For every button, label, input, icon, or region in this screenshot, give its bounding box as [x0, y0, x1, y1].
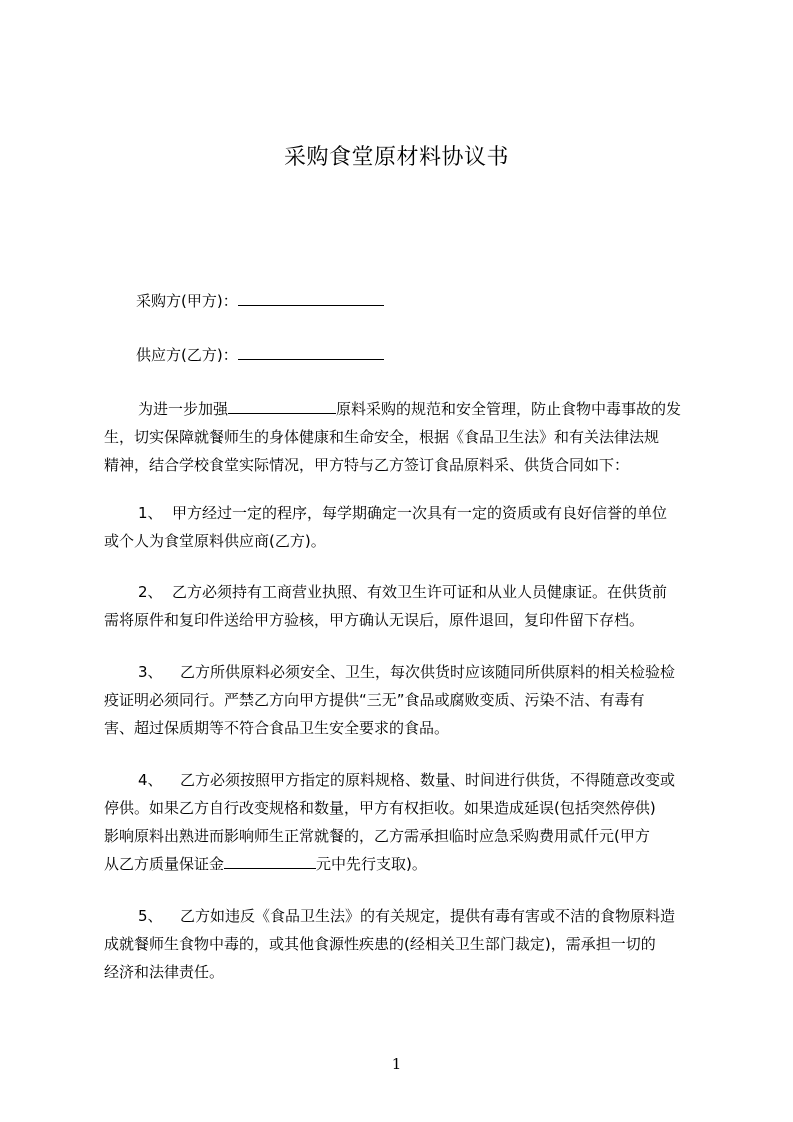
clause-3-line-3: 害、超过保质期等不符合食品卫生安全要求的食品。: [104, 719, 450, 737]
clause-4-line-4-a: 从乙方质量保证金: [104, 855, 225, 873]
clause-2-line-2: 需将原件和复印件送给甲方验核，甲方确认无误后，原件退回，复印件留下存档。: [104, 611, 645, 629]
clause-3-number: 3、: [138, 663, 163, 681]
clause-1-line-1: 甲方经过一定的程序，每学期确定一次具有一定的资质或有良好信誉的单位: [172, 504, 668, 522]
supplier-line: [136, 344, 384, 365]
clause-4-line-4-b: 元中先行支取)。: [316, 855, 427, 873]
intro-line3: 精神，结合学校食堂实际情况，甲方特与乙方签订食品原料采、供货合同如下：: [104, 456, 630, 474]
clause-2: [104, 578, 716, 634]
clause-1: [104, 499, 716, 555]
intro-line2: 生，切实保障就餐师生的身体健康和生命安全，根据《食品卫生法》和有关法律法规: [104, 428, 660, 446]
clause-2-line-1: 乙方必须持有工商营业执照、有效卫生许可证和从业人员健康证。在供货前: [172, 583, 668, 601]
intro-blank: [228, 399, 336, 414]
clause-4: [104, 766, 716, 878]
clause-4-line-2: 停供。如果乙方自行改变规格和数量，甲方有权拒收。如果造成延误(包括突然停供): [104, 799, 656, 817]
intro-paragraph: [104, 395, 716, 479]
clause-3-line-1: 乙方所供原料必须安全、卫生，每次供货时应该随同所供原料的相关检验检: [180, 663, 676, 681]
buyer-line: [136, 290, 384, 311]
buyer-label: 采购方(甲方)：: [136, 292, 238, 310]
clause-3: [104, 658, 716, 742]
clause-5-line-1: 乙方如违反《食品卫生法》的有关规定，提供有毒有害或不洁的食物原料造: [180, 907, 676, 925]
guarantee-amount-blank: [224, 854, 316, 869]
buyer-blank: [238, 291, 384, 306]
supplier-label: 供应方(乙方)：: [136, 346, 238, 364]
clause-2-number: 2、: [138, 583, 163, 601]
clause-1-line-2: 或个人为食堂原料供应商(乙方)。: [104, 532, 326, 550]
clause-3-line-2: 疫证明必须同行。严禁乙方向甲方提供“三无”食品或腐败变质、污染不洁、有毒有: [104, 691, 645, 709]
document-title: 采购食堂原材料协议书: [283, 145, 509, 170]
intro-line1-a: 为进一步加强: [138, 400, 229, 418]
clause-5-line-3: 经济和法律责任。: [104, 963, 225, 981]
clause-1-number: 1、: [138, 504, 163, 522]
intro-line1-b: 原料采购的规范和安全管理，防止食物中毒事故的发: [336, 400, 682, 418]
clause-4-line-3: 影响原料出熟进而影响师生正常就餐的，乙方需承担临时应急采购费用贰仟元(甲方: [104, 827, 650, 845]
clause-4-line-1: 乙方必须按照甲方指定的原料规格、数量、时间进行供货，不得随意改变或: [180, 771, 676, 789]
page-number: 1: [391, 1055, 402, 1073]
clause-4-number: 4、: [138, 771, 163, 789]
clause-5-number: 5、: [138, 907, 163, 925]
clause-5: [104, 902, 716, 986]
supplier-blank: [238, 345, 384, 360]
clause-5-line-2: 成就餐师生食物中毒的，或其他食源性疾患的(经相关卫生部门裁定)，需承担一切的: [104, 935, 656, 953]
